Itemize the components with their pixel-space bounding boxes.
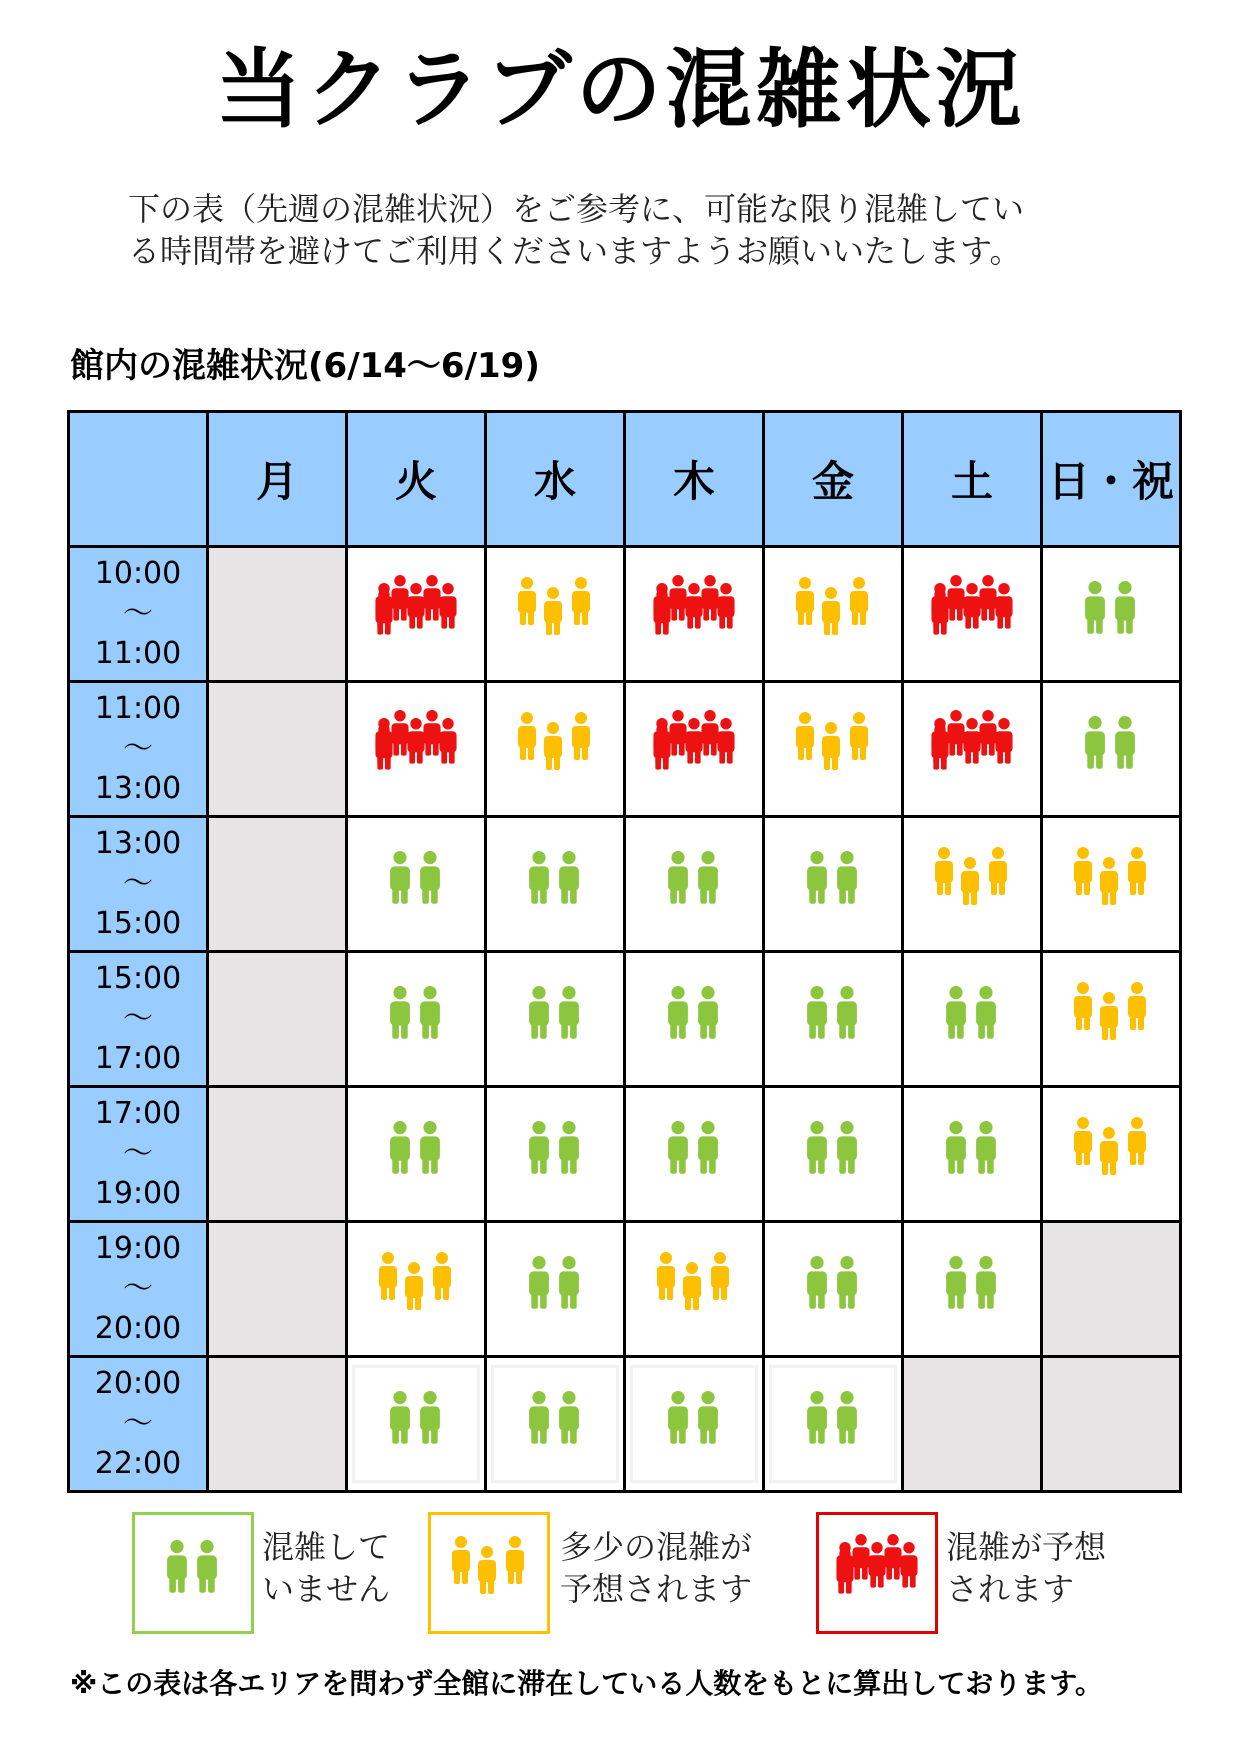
congestion-cell-medium (1042, 952, 1181, 1087)
low-congestion-icon (503, 1109, 607, 1199)
congestion-cell-low (764, 1357, 903, 1492)
day-header: 月 (208, 412, 347, 547)
cell-frame (352, 1365, 480, 1483)
time-slot-sep: ～ (123, 731, 153, 766)
congestion-cell-high (347, 547, 486, 682)
congestion-cell-medium (347, 1222, 486, 1357)
congestion-cell-medium (903, 817, 1042, 952)
page-title: 当クラブの混雑状況 (215, 40, 1026, 140)
congestion-cell-high (625, 547, 764, 682)
time-slot-end: 22:00 (94, 1446, 182, 1481)
time-slot-start: 19:00 (94, 1231, 182, 1266)
cell-frame (630, 1365, 758, 1483)
congestion-cell-low (1042, 682, 1181, 817)
medium-congestion-icon (1059, 1109, 1163, 1199)
congestion-cell-low (486, 1222, 625, 1357)
congestion-cell-low (347, 1087, 486, 1222)
low-congestion-icon (1059, 569, 1163, 659)
time-slot-start: 10:00 (94, 556, 182, 591)
congestion-cell-low (347, 1357, 486, 1492)
intro-line-1: 下の表（先週の混雑状況）をご参考に、可能な限り混雑してい (128, 190, 1025, 228)
legend-label-low (262, 1526, 390, 1610)
congestion-cell-medium (1042, 1087, 1181, 1222)
low-congestion-icon (364, 1109, 468, 1199)
low-congestion-icon (503, 839, 607, 929)
congestion-cell-low (625, 952, 764, 1087)
congestion-cell-low (625, 817, 764, 952)
closed-cell (208, 1222, 347, 1357)
legend-box-medium (428, 1512, 550, 1634)
table-title: 館内の混雑状況(6/14～6/19) (70, 346, 540, 386)
time-slot-cell (69, 1222, 208, 1357)
congestion-cell-low (764, 1222, 903, 1357)
congestion-cell-medium (625, 1222, 764, 1357)
time-slot-start: 13:00 (94, 826, 182, 861)
congestion-cell-low (486, 817, 625, 952)
high-congestion-icon (364, 704, 468, 794)
low-congestion-icon (781, 974, 885, 1064)
day-header: 水 (486, 412, 625, 547)
high-congestion-icon (825, 1528, 929, 1618)
time-slot-end: 13:00 (94, 771, 182, 806)
congestion-cell-low (764, 1087, 903, 1222)
time-slot-sep: ～ (123, 1406, 153, 1441)
intro-text (128, 188, 1128, 272)
low-congestion-icon (920, 1109, 1024, 1199)
congestion-cell-medium (486, 682, 625, 817)
time-slot-cell (69, 817, 208, 952)
low-congestion-icon (503, 1244, 607, 1334)
header-row (69, 412, 1181, 547)
congestion-cell-low (486, 1357, 625, 1492)
low-congestion-icon (642, 1109, 746, 1199)
congestion-cell-medium (764, 682, 903, 817)
time-slot-sep: ～ (123, 1271, 153, 1306)
congestion-cell-low (764, 952, 903, 1087)
closed-cell (208, 682, 347, 817)
low-congestion-icon (141, 1528, 245, 1618)
time-slot-sep: ～ (123, 1001, 153, 1036)
time-slot-cell (69, 952, 208, 1087)
congestion-cell-low (903, 1087, 1042, 1222)
low-congestion-icon (364, 974, 468, 1064)
medium-congestion-icon (503, 704, 607, 794)
low-congestion-icon (1059, 704, 1163, 794)
congestion-cell-low (625, 1087, 764, 1222)
time-slot-end: 19:00 (94, 1176, 182, 1211)
medium-congestion-icon (920, 839, 1024, 929)
day-header: 金 (764, 412, 903, 547)
high-congestion-icon (920, 569, 1024, 659)
medium-congestion-icon (642, 1244, 746, 1334)
congestion-cell-low (486, 1087, 625, 1222)
closed-cell (208, 817, 347, 952)
time-slot-start: 20:00 (94, 1366, 182, 1401)
medium-congestion-icon (364, 1244, 468, 1334)
legend-label-line: いません (262, 1570, 391, 1608)
closed-cell (1042, 1357, 1181, 1492)
day-header: 日・祝 (1042, 412, 1181, 547)
day-header: 土 (903, 412, 1042, 547)
closed-cell (208, 1357, 347, 1492)
low-congestion-icon (364, 1379, 468, 1469)
medium-congestion-icon (781, 704, 885, 794)
cell-frame (769, 1365, 897, 1483)
congestion-cell-low (347, 952, 486, 1087)
time-slot-sep: ～ (123, 1136, 153, 1171)
table-row (69, 1222, 1181, 1357)
legend-box-high (816, 1512, 938, 1634)
time-slot-end: 17:00 (94, 1041, 182, 1076)
congestion-cell-low (1042, 547, 1181, 682)
congestion-cell-low (486, 952, 625, 1087)
time-slot-cell (69, 1357, 208, 1492)
legend-label-high (946, 1526, 1106, 1610)
cell-inner (772, 1368, 894, 1480)
time-slot-cell (69, 1087, 208, 1222)
cell-inner (633, 1368, 755, 1480)
time-slot-sep: ～ (123, 596, 153, 631)
congestion-cell-medium (486, 547, 625, 682)
congestion-cell-high (347, 682, 486, 817)
low-congestion-icon (781, 1244, 885, 1334)
closed-cell (1042, 1222, 1181, 1357)
congestion-cell-low (764, 817, 903, 952)
congestion-cell-medium (1042, 817, 1181, 952)
low-congestion-icon (781, 1379, 885, 1469)
table-row (69, 952, 1181, 1087)
footnote: ※この表は各エリアを問わず全館に滞在している人数をもとに算出しております。 (70, 1667, 1103, 1700)
time-slot-cell (69, 682, 208, 817)
closed-cell (903, 1357, 1042, 1492)
table-row (69, 1087, 1181, 1222)
congestion-cell-low (903, 1222, 1042, 1357)
low-congestion-icon (642, 974, 746, 1064)
closed-cell (208, 1087, 347, 1222)
medium-congestion-icon (437, 1528, 541, 1618)
low-congestion-icon (503, 1379, 607, 1469)
time-slot-start: 11:00 (94, 691, 182, 726)
time-slot-end: 20:00 (94, 1311, 182, 1346)
closed-cell (208, 952, 347, 1087)
medium-congestion-icon (1059, 839, 1163, 929)
low-congestion-icon (781, 1109, 885, 1199)
low-congestion-icon (503, 974, 607, 1064)
congestion-cell-low (903, 952, 1042, 1087)
legend (0, 1512, 1241, 1636)
legend-box-low (132, 1512, 254, 1634)
time-slot-cell (69, 547, 208, 682)
high-congestion-icon (364, 569, 468, 659)
cell-frame (491, 1365, 619, 1483)
cell-inner (355, 1368, 477, 1480)
legend-label-medium (560, 1526, 752, 1610)
corner-cell (69, 412, 208, 547)
low-congestion-icon (781, 839, 885, 929)
low-congestion-icon (364, 839, 468, 929)
congestion-cell-low (347, 817, 486, 952)
day-header: 火 (347, 412, 486, 547)
congestion-cell-high (903, 682, 1042, 817)
time-slot-sep: ～ (123, 866, 153, 901)
medium-congestion-icon (503, 569, 607, 659)
closed-cell (208, 547, 347, 682)
low-congestion-icon (920, 974, 1024, 1064)
time-slot-end: 11:00 (94, 636, 182, 671)
congestion-table (67, 410, 1182, 1493)
congestion-cell-high (625, 682, 764, 817)
legend-label-line: 混雑が予想 (946, 1528, 1107, 1566)
legend-label-line: 混雑して (262, 1528, 391, 1566)
intro-line-2: る時間帯を避けてご利用くださいますようお願いいたします。 (128, 232, 1022, 270)
legend-label-line: 予想されます (560, 1570, 753, 1608)
congestion-cell-low (625, 1357, 764, 1492)
table-row (69, 547, 1181, 682)
low-congestion-icon (642, 1379, 746, 1469)
low-congestion-icon (920, 1244, 1024, 1334)
high-congestion-icon (642, 569, 746, 659)
time-slot-start: 17:00 (94, 1096, 182, 1131)
table-row (69, 817, 1181, 952)
congestion-cell-high (903, 547, 1042, 682)
medium-congestion-icon (1059, 974, 1163, 1064)
low-congestion-icon (642, 839, 746, 929)
time-slot-end: 15:00 (94, 906, 182, 941)
time-slot-start: 15:00 (94, 961, 182, 996)
table-row (69, 1357, 1181, 1492)
table-row (69, 682, 1181, 817)
high-congestion-icon (920, 704, 1024, 794)
congestion-cell-medium (764, 547, 903, 682)
legend-label-line: されます (946, 1570, 1075, 1608)
medium-congestion-icon (781, 569, 885, 659)
day-header: 木 (625, 412, 764, 547)
high-congestion-icon (642, 704, 746, 794)
table-body (69, 547, 1181, 1492)
legend-label-line: 多少の混雑が (560, 1528, 753, 1566)
cell-inner (494, 1368, 616, 1480)
